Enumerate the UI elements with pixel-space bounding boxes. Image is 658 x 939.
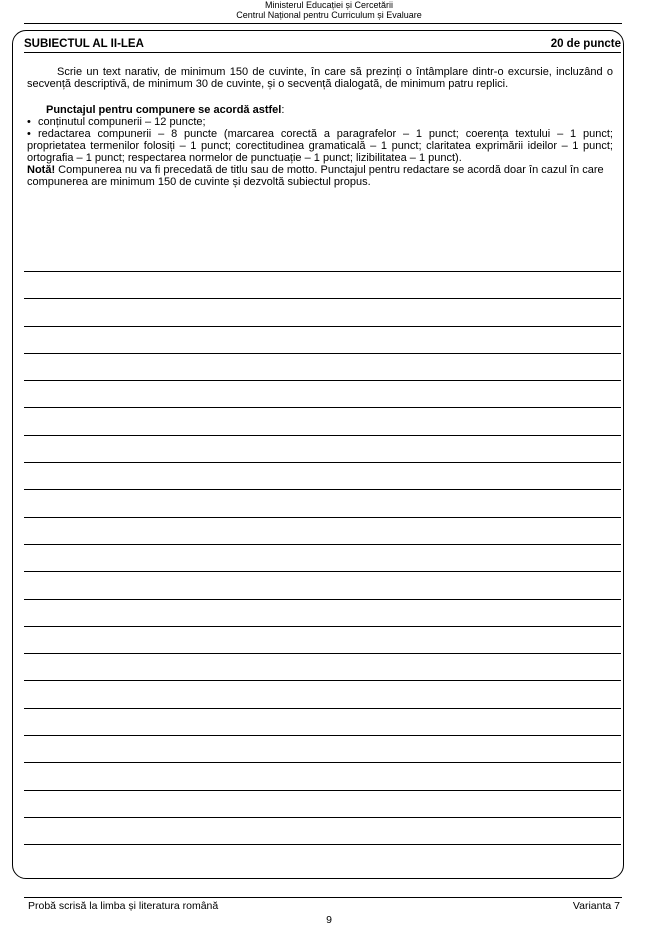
subject-points: 20 de puncte: [550, 38, 621, 50]
writing-line[interactable]: [24, 735, 621, 762]
writing-line[interactable]: [24, 790, 621, 817]
task-statement: Scrie un text narativ, de minimum 150 de cuvinte, în care să prezinți o întâmplare dintr-o excursie, incluzând o secvență descriptivă, de minimum 30 de cuvinte, și o secvență dialogată, de minimum patru replici.: [27, 66, 613, 90]
writing-line[interactable]: [24, 489, 621, 516]
writing-line[interactable]: [24, 544, 621, 571]
subject-heading: [24, 38, 621, 52]
writing-line[interactable]: [24, 435, 621, 462]
center-name: Centrul Național pentru Curriculum și Evaluare: [236, 10, 422, 20]
criteria-item-text: redactarea compunerii – 8 puncte (marcarea corectă a paragrafelor – 1 punct; coerența textului – 1 punct; proprietatea termenilor folosiți – 1 punct; corectitudinea gramaticală – 1 punct; claritatea exprimării ideilor – 1 punct; ortografia – 1 punct; respectarea normelor de punctuație – 1 punct; lizibilitatea – 1 punct).: [27, 128, 613, 164]
writing-line[interactable]: [24, 571, 621, 598]
criteria-heading-colon: :: [281, 104, 285, 116]
writing-line[interactable]: [24, 326, 621, 353]
note-text: Compunerea nu va fi precedată de titlu sau de motto. Punctajul pentru redactare se acordă doar în cazul în care compunerea are minimum 150 de cuvinte și dezvoltă subiectul propus.: [27, 164, 604, 188]
subject-divider: [24, 52, 621, 53]
writing-line[interactable]: [24, 844, 621, 871]
criteria-item: [27, 128, 613, 164]
writing-line[interactable]: [24, 407, 621, 434]
writing-line[interactable]: [24, 380, 621, 407]
criteria-heading: [27, 104, 613, 116]
note: [27, 164, 613, 188]
writing-line[interactable]: [24, 462, 621, 489]
writing-area[interactable]: [24, 271, 621, 872]
writing-line[interactable]: [24, 653, 621, 680]
writing-line[interactable]: [24, 517, 621, 544]
footer-divider: [24, 897, 622, 898]
subject-title: SUBIECTUL AL II-LEA: [24, 38, 144, 50]
writing-line[interactable]: [24, 626, 621, 653]
writing-line[interactable]: [24, 271, 621, 298]
subject-content: [27, 66, 613, 188]
writing-line[interactable]: [24, 817, 621, 844]
page-number: 9: [326, 914, 332, 926]
criteria-item: [27, 116, 613, 128]
criteria-heading-text: Punctajul pentru compunere se acordă astfel: [46, 104, 282, 116]
note-label: Notă!: [27, 164, 56, 176]
bullet-icon: •: [27, 116, 31, 128]
writing-line[interactable]: [24, 680, 621, 707]
writing-line[interactable]: [24, 298, 621, 325]
bullet-icon: •: [27, 128, 31, 140]
ministry-name: Ministerul Educației și Cercetării: [264, 0, 394, 10]
writing-line[interactable]: [24, 599, 621, 626]
criteria-item-text: conținutul compunerii – 12 puncte;: [38, 116, 206, 128]
variant-label: Varianta 7: [572, 900, 620, 912]
exam-name: Probă scrisă la limba și literatura română: [28, 900, 219, 912]
writing-line[interactable]: [24, 708, 621, 735]
page-header: [0, 0, 658, 20]
writing-line[interactable]: [24, 353, 621, 380]
writing-line[interactable]: [24, 762, 621, 789]
header-divider: [24, 23, 622, 24]
